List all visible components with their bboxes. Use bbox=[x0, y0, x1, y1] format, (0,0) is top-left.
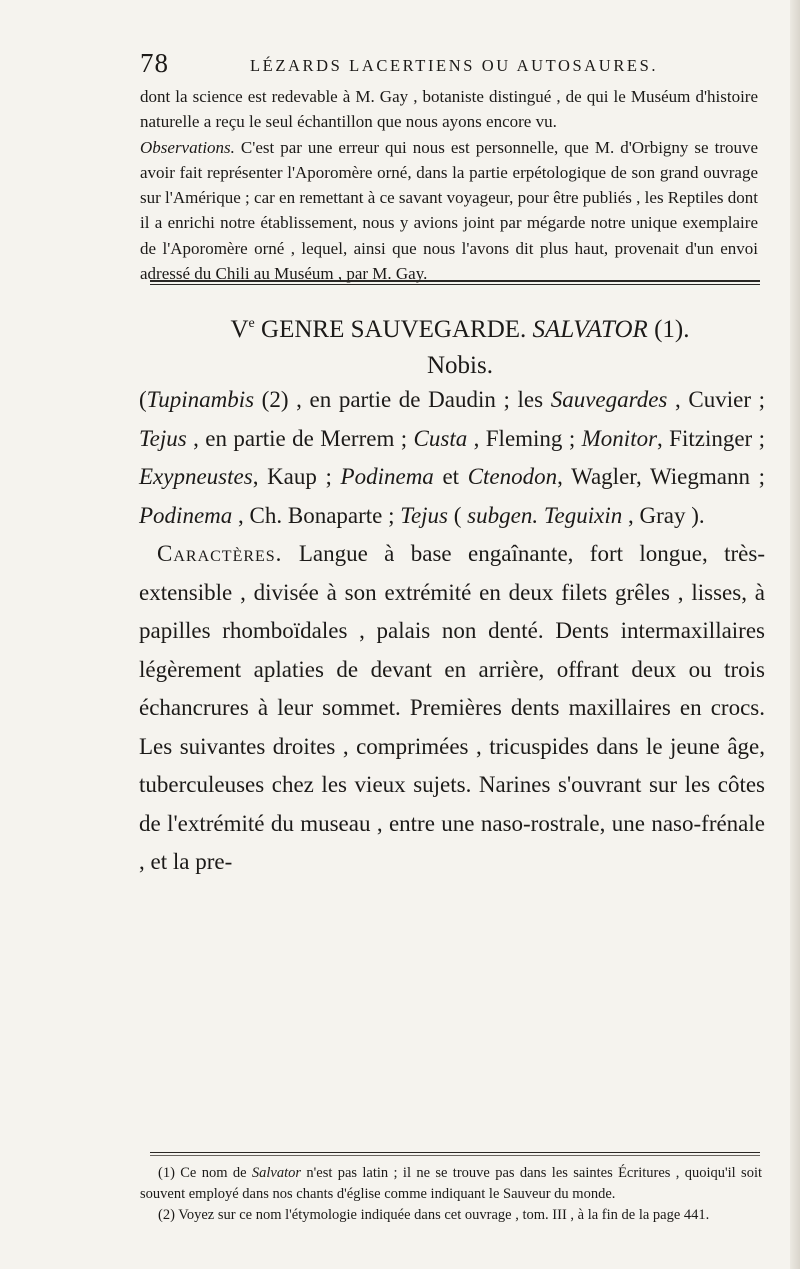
characters-label: Caractères. bbox=[157, 541, 283, 566]
genre-latin-name: SALVATOR bbox=[532, 316, 648, 343]
footnote-text: (1) Ce nom de bbox=[158, 1165, 252, 1181]
footnote-text: n'est pas latin ; il ne se trouve pas dans les saintes Écritures , quoiqu'il soit souvent employé dans nos chants d'église comme indiquant le Sauveur du monde. bbox=[140, 1165, 762, 1202]
synonym-author: , Wagler, Wiegmann ; bbox=[557, 464, 765, 489]
synonym-author: (2) , en partie de Daudin ; les bbox=[254, 387, 551, 412]
genre-superscript: e bbox=[248, 316, 255, 331]
syn-open: ( bbox=[139, 387, 147, 412]
page-edge-shadow bbox=[790, 0, 800, 1269]
synonyms-paragraph bbox=[139, 381, 765, 535]
running-head: LÉZARDS LACERTIENS OU AUTOSAURES. bbox=[250, 56, 659, 75]
genre-roman-numeral: V bbox=[230, 316, 249, 343]
synonym-author: et bbox=[433, 464, 468, 489]
synonym-name: Tejus bbox=[400, 502, 448, 528]
characters-text: Langue à base engaînante, fort longue, très-extensible , divisée à son extrémité en deux filets grêles , lisses, à papilles rhomboïdales , palais non denté. Dents intermaxillaires légèrement aplaties de devant en arrière, offrant deux ou trois échancrures à leur sommet. Premières dents maxillaires en crocs. Les suivantes droites , comprimées , tricuspides dans le jeune âge, tuberculeuses chez les vieux sujets. Narines s'ouvrant sur les côtes de l'extrémité du museau , entre une naso-rostrale, une naso-frénale , et la pre- bbox=[139, 541, 765, 874]
main-text bbox=[139, 381, 765, 882]
genre-title-line bbox=[150, 306, 770, 348]
genre-footnote-ref: (1). bbox=[647, 316, 690, 343]
synonym-name: subgen. Teguixin bbox=[467, 502, 623, 528]
intro-line: dont la science est redevable à M. Gay , botaniste distingué , de qui le Muséum d'histoire naturelle a reçu le seul échantillon que nous ayons encore vu. bbox=[140, 87, 758, 132]
footnote-divider-2 bbox=[150, 1155, 760, 1156]
page-number: 78 bbox=[140, 48, 169, 78]
footnote-italic: Salvator bbox=[251, 1165, 302, 1181]
synonym-author: ( bbox=[448, 502, 468, 528]
synonym-author: , Cuvier ; bbox=[667, 387, 765, 412]
synonym-author: , en partie de Merrem ; bbox=[186, 425, 414, 451]
genre-author: Nobis. bbox=[427, 352, 493, 379]
synonym-author: , Fleming ; bbox=[467, 425, 582, 451]
synonym-name: Exypneustes bbox=[139, 464, 253, 489]
synonym-name: Sauvegardes bbox=[550, 387, 668, 412]
section-divider bbox=[150, 280, 760, 285]
synonym-author: , Ch. Bonaparte ; bbox=[232, 502, 401, 528]
intro-text bbox=[140, 84, 758, 286]
synonym-author: , Kaup ; bbox=[252, 464, 341, 489]
genre-title: GENRE SAUVEGARDE. bbox=[254, 316, 533, 343]
observations-text: C'est par une erreur qui nous est personnelle, que M. d'Orbigny se trouve avoir fait représenter l'Aporomère orné, dans la partie erpétologique de son grand ouvrage sur l'Amérique ; car en remettant à ce savant voyageur, pour être publiés , les Reptiles dont il a enrichi notre établissement, nous y avions joint par mégarde notre unique exemplaire de l'Aporomère orné , lequel, ainsi que nous l'avons dit plus haut, provenait d'un envoi adressé du Chili au Muséum , par M. Gay. bbox=[140, 137, 758, 284]
footnotes bbox=[140, 1163, 762, 1226]
synonym-name: Tejus bbox=[139, 425, 187, 451]
synonym-author: , Gray ). bbox=[622, 502, 705, 528]
synonym-name: Podinema bbox=[340, 464, 434, 489]
synonym-author: , Fitzinger ; bbox=[657, 425, 766, 451]
genre-heading bbox=[150, 306, 770, 384]
synonym-name: Tupinambis bbox=[146, 387, 255, 412]
intro-paragraph bbox=[140, 84, 758, 135]
footnote-1 bbox=[140, 1163, 762, 1205]
page-header bbox=[140, 48, 770, 78]
observations-label: Observations. bbox=[140, 137, 235, 157]
synonym-name: Podinema bbox=[139, 502, 233, 528]
observations-paragraph bbox=[140, 135, 758, 287]
footnote-2 bbox=[140, 1205, 762, 1226]
synonym-name: Ctenodon bbox=[467, 464, 558, 489]
footnote-text: (2) Voyez sur ce nom l'étymologie indiquée dans cet ouvrage , tom. III , à la fin de la page 441. bbox=[158, 1207, 710, 1223]
characters-paragraph bbox=[139, 535, 765, 882]
synonym-name: Monitor bbox=[581, 425, 658, 451]
synonym-name: Custa bbox=[413, 425, 468, 451]
footnote-divider bbox=[150, 1152, 760, 1153]
